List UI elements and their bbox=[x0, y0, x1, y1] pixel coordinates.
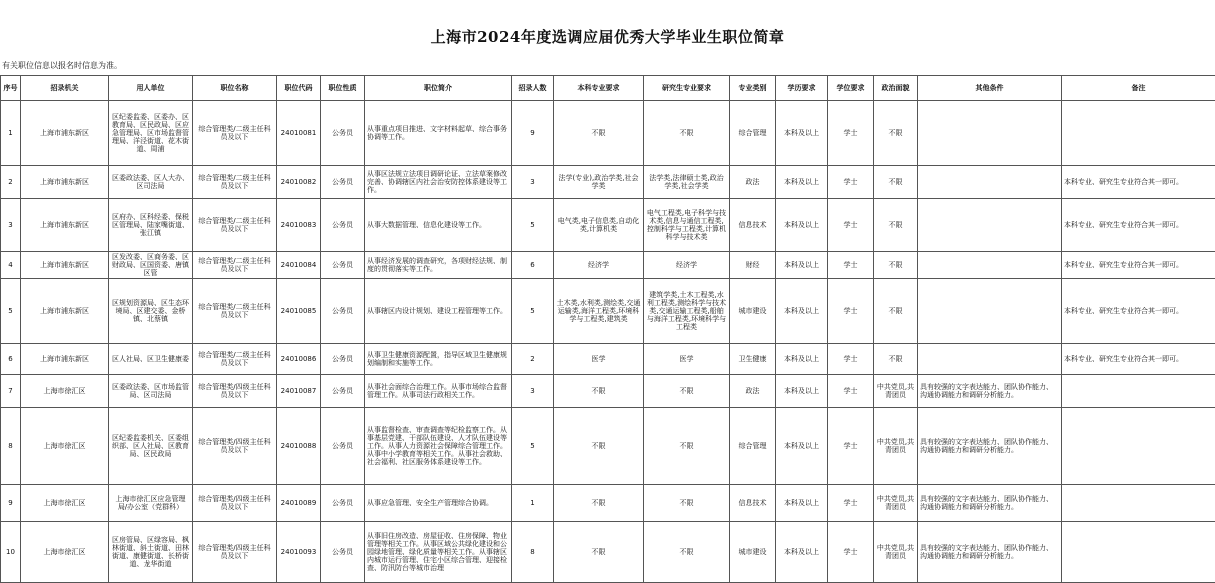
cell-remark: 本科专业、研究生专业符合其一即可。 bbox=[1062, 344, 1215, 375]
cell-unit: 区人社局、区卫生健康委 bbox=[109, 344, 193, 375]
table-row bbox=[1, 101, 1215, 166]
cell-edu: 本科及以上 bbox=[776, 375, 828, 408]
cell-degree: 学士 bbox=[828, 101, 874, 166]
cell-unit: 区规划资源局、区生态环境局、区建交委、金桥镇、北蔡镇 bbox=[109, 279, 193, 344]
cell-agency: 上海市徐汇区 bbox=[21, 485, 109, 522]
cell-seq: 5 bbox=[1, 279, 21, 344]
table-row bbox=[1, 375, 1215, 408]
positions-table bbox=[0, 75, 1215, 583]
cell-ug-major: 不限 bbox=[554, 522, 644, 583]
table-body bbox=[1, 101, 1215, 583]
cell-unit: 区发改委、区商务委、区财政局、区国资委、唐镇区管 bbox=[109, 252, 193, 279]
cell-seq: 1 bbox=[1, 101, 21, 166]
table-header-row bbox=[1, 76, 1215, 101]
cell-remark: 本科专业、研究生专业符合其一即可。 bbox=[1062, 279, 1215, 344]
cell-code: 24010088 bbox=[277, 408, 321, 485]
cell-other bbox=[918, 252, 1062, 279]
cell-position: 综合管理类/四级主任科员及以下 bbox=[193, 375, 277, 408]
cell-count: 5 bbox=[512, 279, 554, 344]
cell-count: 9 bbox=[512, 101, 554, 166]
cell-political: 中共党员,共青团员 bbox=[874, 522, 918, 583]
cell-agency: 上海市浦东新区 bbox=[21, 344, 109, 375]
cell-position: 综合管理类/四级主任科员及以下 bbox=[193, 485, 277, 522]
table-row bbox=[1, 485, 1215, 522]
cell-code: 24010086 bbox=[277, 344, 321, 375]
cell-political: 不限 bbox=[874, 344, 918, 375]
cell-pg-major: 不限 bbox=[644, 485, 730, 522]
cell-ug-major: 土木类,水利类,测绘类,交通运输类,海洋工程类,环境科学与工程类,建筑类 bbox=[554, 279, 644, 344]
cell-degree: 学士 bbox=[828, 408, 874, 485]
cell-pg-major: 不限 bbox=[644, 408, 730, 485]
cell-degree: 学士 bbox=[828, 375, 874, 408]
cell-code: 24010083 bbox=[277, 199, 321, 252]
header-position: 职位名称 bbox=[193, 76, 277, 101]
cell-other: 具有较强的文字表达能力、团队协作能力、沟通协调能力和调研分析能力。 bbox=[918, 485, 1062, 522]
cell-ug-major: 医学 bbox=[554, 344, 644, 375]
cell-intro: 从事辖区内设计规划、建设工程管理等工作。 bbox=[365, 279, 512, 344]
cell-ug-major: 法学(专业),政治学类,社会学类 bbox=[554, 166, 644, 199]
cell-remark: 本科专业、研究生专业符合其一即可。 bbox=[1062, 166, 1215, 199]
cell-other bbox=[918, 279, 1062, 344]
cell-ug-major: 不限 bbox=[554, 408, 644, 485]
cell-count: 5 bbox=[512, 408, 554, 485]
cell-other bbox=[918, 166, 1062, 199]
cell-agency: 上海市浦东新区 bbox=[21, 199, 109, 252]
header-nature: 职位性质 bbox=[321, 76, 365, 101]
cell-count: 1 bbox=[512, 485, 554, 522]
cell-count: 2 bbox=[512, 344, 554, 375]
table-row bbox=[1, 344, 1215, 375]
cell-degree: 学士 bbox=[828, 522, 874, 583]
cell-intro: 从事社会面综合治理工作。从事市场综合监督管理工作。从事司法行政相关工作。 bbox=[365, 375, 512, 408]
cell-pg-major: 不限 bbox=[644, 375, 730, 408]
cell-unit: 区房管局、区绿容局、枫林街道、斜土街道、田林街道、康健街道、长桥街道、龙华街道 bbox=[109, 522, 193, 583]
cell-position: 综合管理类/二级主任科员及以下 bbox=[193, 166, 277, 199]
cell-political: 不限 bbox=[874, 199, 918, 252]
table-row bbox=[1, 252, 1215, 279]
cell-unit: 区委政法委、区人大办、区司法局 bbox=[109, 166, 193, 199]
cell-count: 3 bbox=[512, 375, 554, 408]
header-pg-major: 研究生专业要求 bbox=[644, 76, 730, 101]
cell-nature: 公务员 bbox=[321, 485, 365, 522]
cell-code: 24010084 bbox=[277, 252, 321, 279]
cell-edu: 本科及以上 bbox=[776, 279, 828, 344]
cell-position: 综合管理类/二级主任科员及以下 bbox=[193, 101, 277, 166]
cell-category: 城市建设 bbox=[730, 522, 776, 583]
cell-intro: 从事大数据管理、信息化建设等工作。 bbox=[365, 199, 512, 252]
cell-edu: 本科及以上 bbox=[776, 166, 828, 199]
cell-seq: 9 bbox=[1, 485, 21, 522]
cell-category: 政法 bbox=[730, 375, 776, 408]
cell-pg-major: 经济学 bbox=[644, 252, 730, 279]
cell-political: 不限 bbox=[874, 101, 918, 166]
cell-other bbox=[918, 344, 1062, 375]
cell-position: 综合管理类/四级主任科员及以下 bbox=[193, 522, 277, 583]
cell-remark: 本科专业、研究生专业符合其一即可。 bbox=[1062, 252, 1215, 279]
table-row bbox=[1, 279, 1215, 344]
table-row bbox=[1, 522, 1215, 583]
cell-code: 24010085 bbox=[277, 279, 321, 344]
cell-category: 综合管理 bbox=[730, 408, 776, 485]
cell-seq: 4 bbox=[1, 252, 21, 279]
cell-pg-major: 法学类,法律硕士类,政治学类,社会学类 bbox=[644, 166, 730, 199]
cell-edu: 本科及以上 bbox=[776, 252, 828, 279]
cell-intro: 从事应急管理、安全生产管理综合协调。 bbox=[365, 485, 512, 522]
cell-category: 财经 bbox=[730, 252, 776, 279]
cell-degree: 学士 bbox=[828, 279, 874, 344]
cell-pg-major: 建筑学类,土木工程类,水利工程类,测绘科学与技术类,交通运输工程类,船舶与海洋工程类,环境科学与工程类 bbox=[644, 279, 730, 344]
cell-position: 综合管理类/二级主任科员及以下 bbox=[193, 199, 277, 252]
header-count: 招录人数 bbox=[512, 76, 554, 101]
cell-nature: 公务员 bbox=[321, 166, 365, 199]
header-degree: 学位要求 bbox=[828, 76, 874, 101]
cell-edu: 本科及以上 bbox=[776, 522, 828, 583]
header-edu: 学历要求 bbox=[776, 76, 828, 101]
cell-count: 3 bbox=[512, 166, 554, 199]
header-ug-major: 本科专业要求 bbox=[554, 76, 644, 101]
header-unit: 用人单位 bbox=[109, 76, 193, 101]
cell-nature: 公务员 bbox=[321, 408, 365, 485]
cell-category: 综合管理 bbox=[730, 101, 776, 166]
cell-nature: 公务员 bbox=[321, 375, 365, 408]
cell-degree: 学士 bbox=[828, 252, 874, 279]
cell-other bbox=[918, 199, 1062, 252]
cell-ug-major: 电气类,电子信息类,自动化类,计算机类 bbox=[554, 199, 644, 252]
cell-unit: 区委政法委、区市场监管局、区司法局 bbox=[109, 375, 193, 408]
cell-political: 不限 bbox=[874, 166, 918, 199]
cell-category: 卫生健康 bbox=[730, 344, 776, 375]
cell-code: 24010087 bbox=[277, 375, 321, 408]
cell-ug-major: 不限 bbox=[554, 485, 644, 522]
cell-remark bbox=[1062, 101, 1215, 166]
header-category: 专业类别 bbox=[730, 76, 776, 101]
cell-nature: 公务员 bbox=[321, 252, 365, 279]
cell-intro: 从事重点项目推进、文字材料起草、综合事务协调等工作。 bbox=[365, 101, 512, 166]
cell-code: 24010082 bbox=[277, 166, 321, 199]
cell-ug-major: 经济学 bbox=[554, 252, 644, 279]
cell-intro: 从事区法规立法项目调研论证、立法草案修改完善、协调辖区内社会治安防控体系建设等工作。 bbox=[365, 166, 512, 199]
cell-political: 不限 bbox=[874, 252, 918, 279]
cell-intro: 从事旧住房改造、房屋征收、住房保障、物业管理等相关工作。从事区域公共绿化建设和公园绿地管理、绿化质量等相关工作。从事辖区内城市运行管理、住宅小区综合管理、迎接检查、防汛防台等城市治理 bbox=[365, 522, 512, 583]
cell-unit: 区府办、区科经委、保税区管理局、陆家嘴街道、张江镇 bbox=[109, 199, 193, 252]
cell-seq: 7 bbox=[1, 375, 21, 408]
cell-political: 中共党员,共青团员 bbox=[874, 485, 918, 522]
table-row bbox=[1, 166, 1215, 199]
page-title: 上海市2024年度选调应届优秀大学毕业生职位简章 bbox=[430, 28, 785, 46]
cell-pg-major: 不限 bbox=[644, 522, 730, 583]
cell-agency: 上海市浦东新区 bbox=[21, 279, 109, 344]
cell-political: 中共党员,共青团员 bbox=[874, 408, 918, 485]
cell-agency: 上海市浦东新区 bbox=[21, 101, 109, 166]
table-row bbox=[1, 199, 1215, 252]
cell-ug-major: 不限 bbox=[554, 101, 644, 166]
cell-nature: 公务员 bbox=[321, 279, 365, 344]
cell-ug-major: 不限 bbox=[554, 375, 644, 408]
cell-nature: 公务员 bbox=[321, 522, 365, 583]
cell-other: 具有较强的文字表达能力、团队协作能力、沟通协调能力和调研分析能力。 bbox=[918, 522, 1062, 583]
cell-category: 信息技术 bbox=[730, 199, 776, 252]
cell-remark bbox=[1062, 522, 1215, 583]
cell-other bbox=[918, 101, 1062, 166]
cell-pg-major: 不限 bbox=[644, 101, 730, 166]
header-political: 政治面貌 bbox=[874, 76, 918, 101]
cell-unit: 区纪委监委机关、区委组织部、区人社局、区教育局、区民政局 bbox=[109, 408, 193, 485]
table-row bbox=[1, 408, 1215, 485]
cell-unit: 上海市徐汇区应急管理局/办公室（党群科） bbox=[109, 485, 193, 522]
cell-agency: 上海市浦东新区 bbox=[21, 166, 109, 199]
cell-nature: 公务员 bbox=[321, 199, 365, 252]
cell-count: 6 bbox=[512, 252, 554, 279]
header-seq: 序号 bbox=[1, 76, 21, 101]
cell-agency: 上海市徐汇区 bbox=[21, 408, 109, 485]
cell-political: 中共党员,共青团员 bbox=[874, 375, 918, 408]
header-other: 其他条件 bbox=[918, 76, 1062, 101]
cell-intro: 从事经济发展的调查研究，各项财经法规、制度的贯彻落实等工作。 bbox=[365, 252, 512, 279]
cell-category: 政法 bbox=[730, 166, 776, 199]
cell-degree: 学士 bbox=[828, 485, 874, 522]
cell-seq: 3 bbox=[1, 199, 21, 252]
header-remark: 备注 bbox=[1062, 76, 1215, 101]
cell-intro: 从事监督检查、审查调查等纪检监察工作。从事基层党建、干部队伍建设、人才队伍建设等工作。从事人力资源社会保障综合管理工作。从事中小学教育等相关工作。从事社会救助、社会福利、社区服务体系建设等工作。 bbox=[365, 408, 512, 485]
cell-seq: 6 bbox=[1, 344, 21, 375]
cell-edu: 本科及以上 bbox=[776, 344, 828, 375]
cell-other: 具有较强的文字表达能力、团队协作能力、沟通协调能力和调研分析能力。 bbox=[918, 408, 1062, 485]
cell-nature: 公务员 bbox=[321, 101, 365, 166]
cell-count: 8 bbox=[512, 522, 554, 583]
cell-remark: 本科专业、研究生专业符合其一即可。 bbox=[1062, 199, 1215, 252]
header-agency: 招录机关 bbox=[21, 76, 109, 101]
cell-category: 城市建设 bbox=[730, 279, 776, 344]
cell-unit: 区纪委监委、区委办、区教育局、区民政局、区应急管理局、区市场监督管理局、洋泾街道、花木街道、周浦 bbox=[109, 101, 193, 166]
cell-position: 综合管理类/二级主任科员及以下 bbox=[193, 279, 277, 344]
cell-degree: 学士 bbox=[828, 166, 874, 199]
cell-count: 5 bbox=[512, 199, 554, 252]
cell-agency: 上海市徐汇区 bbox=[21, 375, 109, 408]
cell-degree: 学士 bbox=[828, 344, 874, 375]
cell-position: 综合管理类/二级主任科员及以下 bbox=[193, 252, 277, 279]
cell-edu: 本科及以上 bbox=[776, 485, 828, 522]
cell-pg-major: 电气工程类,电子科学与技术类,信息与通信工程类,控制科学与工程类,计算机科学与技术类 bbox=[644, 199, 730, 252]
cell-position: 综合管理类/四级主任科员及以下 bbox=[193, 408, 277, 485]
cell-nature: 公务员 bbox=[321, 344, 365, 375]
header-code: 职位代码 bbox=[277, 76, 321, 101]
cell-remark bbox=[1062, 485, 1215, 522]
header-intro: 职位简介 bbox=[365, 76, 512, 101]
cell-category: 信息技术 bbox=[730, 485, 776, 522]
cell-position: 综合管理类/二级主任科员及以下 bbox=[193, 344, 277, 375]
info-note: 有关职位信息以报名时信息为准。 bbox=[2, 61, 122, 70]
cell-seq: 8 bbox=[1, 408, 21, 485]
cell-agency: 上海市徐汇区 bbox=[21, 522, 109, 583]
cell-edu: 本科及以上 bbox=[776, 101, 828, 166]
cell-political: 不限 bbox=[874, 279, 918, 344]
cell-seq: 2 bbox=[1, 166, 21, 199]
cell-remark bbox=[1062, 408, 1215, 485]
cell-degree: 学士 bbox=[828, 199, 874, 252]
cell-other: 具有较强的文字表达能力、团队协作能力、沟通协调能力和调研分析能力。 bbox=[918, 375, 1062, 408]
cell-code: 24010089 bbox=[277, 485, 321, 522]
cell-intro: 从事卫生健康资源配置，指导区域卫生健康规划编制和实施等工作。 bbox=[365, 344, 512, 375]
cell-remark bbox=[1062, 375, 1215, 408]
cell-code: 24010081 bbox=[277, 101, 321, 166]
cell-edu: 本科及以上 bbox=[776, 199, 828, 252]
cell-edu: 本科及以上 bbox=[776, 408, 828, 485]
cell-agency: 上海市浦东新区 bbox=[21, 252, 109, 279]
cell-pg-major: 医学 bbox=[644, 344, 730, 375]
cell-seq: 10 bbox=[1, 522, 21, 583]
cell-code: 24010093 bbox=[277, 522, 321, 583]
